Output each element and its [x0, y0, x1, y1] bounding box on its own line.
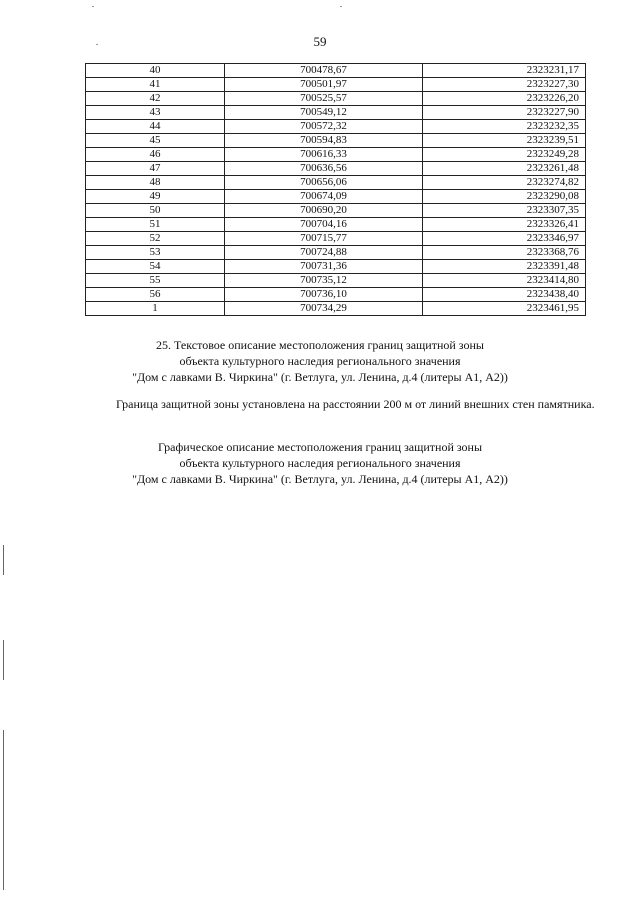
x-coordinate-cell: 700715,77 [225, 232, 423, 246]
x-coordinate-cell: 700731,36 [225, 260, 423, 274]
table-row [86, 302, 586, 316]
table-row [86, 260, 586, 274]
scan-speck [92, 6, 94, 7]
table-row [86, 176, 586, 190]
table-row [86, 64, 586, 78]
table-row [86, 288, 586, 302]
x-coordinate-cell: 700656,06 [225, 176, 423, 190]
y-coordinate-cell: 2323461,95 [423, 302, 586, 316]
x-coordinate-cell: 700734,29 [225, 302, 423, 316]
table-row [86, 204, 586, 218]
point-number-cell: 41 [86, 78, 225, 92]
table-row [86, 162, 586, 176]
point-number-cell: 49 [86, 190, 225, 204]
y-coordinate-cell: 2323414,80 [423, 274, 586, 288]
y-coordinate-cell: 2323249,28 [423, 148, 586, 162]
table-row [86, 92, 586, 106]
y-coordinate-cell: 2323227,90 [423, 106, 586, 120]
y-coordinate-cell: 2323227,30 [423, 78, 586, 92]
point-number-cell: 47 [86, 162, 225, 176]
x-coordinate-cell: 700636,56 [225, 162, 423, 176]
coordinates-table-body [86, 64, 586, 316]
y-coordinate-cell: 2323239,51 [423, 134, 586, 148]
heading-line: "Дом с лавками В. Чиркина" (г. Ветлуга, ул. Ленина, д.4 (литеры А1, А2)) [132, 472, 508, 486]
boundary-paragraph: Граница защитной зоны установлена на расстоянии 200 м от линий внешних стен памятника. [116, 397, 595, 411]
x-coordinate-cell: 700704,16 [225, 218, 423, 232]
point-number-cell: 43 [86, 106, 225, 120]
x-coordinate-cell: 700616,33 [225, 148, 423, 162]
y-coordinate-cell: 2323368,76 [423, 246, 586, 260]
y-coordinate-cell: 2323307,35 [423, 204, 586, 218]
x-coordinate-cell: 700478,67 [225, 64, 423, 78]
point-number-cell: 48 [86, 176, 225, 190]
heading-line: объекта культурного наследия регионального значения [179, 354, 461, 368]
point-number-cell: 53 [86, 246, 225, 260]
heading-line: объекта культурного наследия регионального значения [179, 456, 461, 470]
y-coordinate-cell: 2323290,08 [423, 190, 586, 204]
table-row [86, 148, 586, 162]
scan-edge-mark [3, 545, 4, 575]
heading-line: "Дом с лавками В. Чиркина" (г. Ветлуга, ул. Ленина, д.4 (литеры А1, А2)) [132, 370, 508, 384]
scan-edge-mark [3, 640, 4, 680]
x-coordinate-cell: 700572,32 [225, 120, 423, 134]
table-row [86, 232, 586, 246]
table-row [86, 134, 586, 148]
y-coordinate-cell: 2323261,48 [423, 162, 586, 176]
table-row [86, 78, 586, 92]
y-coordinate-cell: 2323326,41 [423, 218, 586, 232]
scan-edge-mark [3, 730, 4, 890]
point-number-cell: 44 [86, 120, 225, 134]
point-number-cell: 45 [86, 134, 225, 148]
y-coordinate-cell: 2323232,35 [423, 120, 586, 134]
x-coordinate-cell: 700525,57 [225, 92, 423, 106]
heading-line: 25. Текстовое описание местоположения границ защитной зоны [156, 338, 484, 352]
table-row [86, 120, 586, 134]
y-coordinate-cell: 2323346,97 [423, 232, 586, 246]
point-number-cell: 1 [86, 302, 225, 316]
y-coordinate-cell: 2323274,82 [423, 176, 586, 190]
page-number: 59 [313, 34, 327, 49]
y-coordinate-cell: 2323226,20 [423, 92, 586, 106]
table-row [86, 246, 586, 260]
table-row [86, 274, 586, 288]
x-coordinate-cell: 700736,10 [225, 288, 423, 302]
point-number-cell: 55 [86, 274, 225, 288]
x-coordinate-cell: 700735,12 [225, 274, 423, 288]
scan-speck [340, 6, 342, 7]
x-coordinate-cell: 700674,09 [225, 190, 423, 204]
x-coordinate-cell: 700549,12 [225, 106, 423, 120]
point-number-cell: 56 [86, 288, 225, 302]
x-coordinate-cell: 700594,83 [225, 134, 423, 148]
point-number-cell: 40 [86, 64, 225, 78]
point-number-cell: 54 [86, 260, 225, 274]
point-number-cell: 50 [86, 204, 225, 218]
x-coordinate-cell: 700724,88 [225, 246, 423, 260]
text-description-heading [0, 337, 640, 385]
x-coordinate-cell: 700690,20 [225, 204, 423, 218]
graphic-description-heading [0, 439, 640, 487]
y-coordinate-cell: 2323391,48 [423, 260, 586, 274]
y-coordinate-cell: 2323438,40 [423, 288, 586, 302]
y-coordinate-cell: 2323231,17 [423, 64, 586, 78]
heading-line: Графическое описание местоположения границ защитной зоны [157, 440, 483, 454]
table-row [86, 218, 586, 232]
x-coordinate-cell: 700501,97 [225, 78, 423, 92]
point-number-cell: 46 [86, 148, 225, 162]
point-number-cell: 51 [86, 218, 225, 232]
point-number-cell: 42 [86, 92, 225, 106]
table-row [86, 190, 586, 204]
coordinates-table [85, 63, 586, 316]
point-number-cell: 52 [86, 232, 225, 246]
table-row [86, 106, 586, 120]
